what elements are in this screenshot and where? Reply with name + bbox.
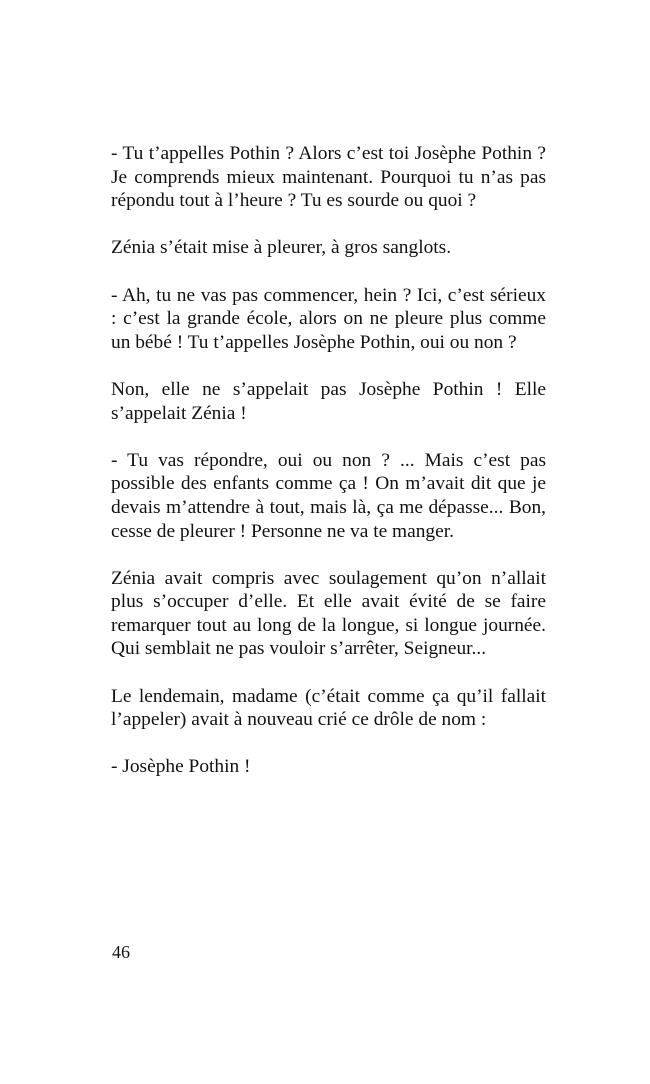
paragraph-dialogue-1: - Tu t’appelles Pothin ? Alors c’est toi Josèphe Pothin ? Je comprends mieux maintenant. Pourquoi tu n’as pas répondu tout à l’heure ? Tu es sourde ou quoi ? (111, 143, 546, 212)
page-number: 46 (112, 942, 130, 962)
paragraph-dialogue-4: - Josèphe Pothin ! (111, 756, 251, 778)
paragraph-narration-2: Non, elle ne s’appelait pas Josèphe Pothin ! Elle s’appelait Zénia ! (111, 378, 546, 424)
page-body (111, 142, 546, 803)
paragraph-narration-1: Zénia s’était mise à pleurer, à gros sanglots. (111, 237, 452, 259)
paragraph-narration-3: Zénia avait compris avec soulagement qu’on n’allait plus s’occuper d’elle. Et elle avait évité de se faire remarquer tout au long de la longue, si longue journée. Qui semblait ne pas vouloir s’arrêter, Seigneur... (111, 567, 546, 660)
paragraph-dialogue-3: - Tu vas répondre, oui ou non ? ... Mais c’est pas possible des enfants comme ça ! On m’avait dit que je devais m’attendre à tout, mais là, ça me dépasse... Bon, cesse de pleurer ! Personne ne va te manger. (111, 449, 546, 542)
paragraph-narration-4: Le lendemain, madame (c’était comme ça qu’il fallait l’appeler) avait à nouveau crié ce drôle de nom : (111, 685, 546, 731)
paragraph-dialogue-2: - Ah, tu ne vas pas commencer, hein ? Ici, c’est sérieux : c’est la grande école, alors on ne pleure plus comme un bébé ! Tu t’appelles Josèphe Pothin, oui ou non ? (111, 284, 546, 353)
